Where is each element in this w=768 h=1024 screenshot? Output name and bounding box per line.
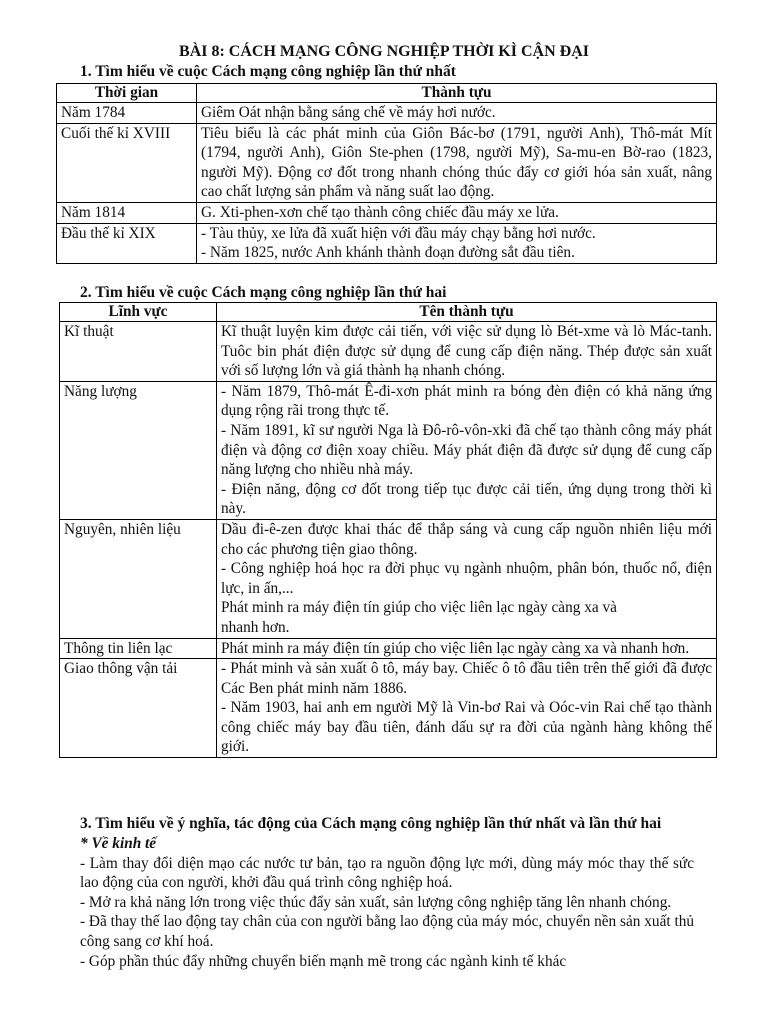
achievement-line: - Điện năng, động cơ đốt trong tiếp tục được cải tiến, ứng dụng trong thời kì này. xyxy=(221,480,712,518)
achievement-line: - Năm 1891, kĩ sư người Nga là Đô-rô-vôn-xki đã chế tạo thành công máy phát điện và động cơ điện xoay chiều. Máy phát điện đã được sử dụng để cung cấp năng lượng cho nhiều nhà máy. xyxy=(221,421,712,479)
achievement-line: - Tàu thủy, xe lửa đã xuất hiện với đầu máy chạy bằng hơi nước. xyxy=(201,224,596,242)
achievement-line: G. Xti-phen-xơn chế tạo thành công chiếc đầu máy xe lửa. xyxy=(201,203,559,221)
table-row xyxy=(57,223,717,263)
row-achievement xyxy=(217,519,717,638)
row-achievement xyxy=(197,223,717,263)
row-time: Đầu thế kỉ XIX xyxy=(57,223,197,263)
row-field: Kĩ thuật xyxy=(60,322,217,382)
table-row xyxy=(57,123,717,202)
first-revolution-table xyxy=(56,83,717,264)
section-2-heading: 2. Tìm hiểu về cuộc Cách mạng công nghiệp lần thứ hai xyxy=(80,284,447,301)
table-header-row xyxy=(60,303,717,322)
column-header-achievement: Thành tựu xyxy=(197,84,717,103)
paragraph: - Làm thay đổi diện mạo các nước tư bản, tạo ra nguồn động lực mới, dùng máy móc thay thế sức lao động của con người, khởi đầu quá trình công nghiệp hoá. xyxy=(80,854,694,892)
row-achievement xyxy=(197,123,717,202)
row-achievement xyxy=(217,638,717,659)
achievement-line: - Năm 1879, Thô-mát Ê-đi-xơn phát minh ra bóng đèn điện có khả năng ứng dụng rộng rãi trong thực tế. xyxy=(221,382,712,420)
column-header-achievement-name: Tên thành tựu xyxy=(217,303,717,322)
table-header-row xyxy=(57,84,717,103)
achievement-line: Giêm Oát nhận bằng sáng chế về máy hơi nước. xyxy=(201,104,496,121)
section-3-heading: 3. Tìm hiểu về ý nghĩa, tác động của Cách mạng công nghiệp lần thứ nhất và lần thứ hai xyxy=(80,815,662,832)
economy-subheading: * Về kinh tế xyxy=(80,835,157,852)
table-row xyxy=(60,381,717,519)
row-field: Giao thông vận tải xyxy=(60,659,217,758)
achievement-line: - Phát minh và sản xuất ô tô, máy bay. Chiếc ô tô đầu tiên trên thế giới đã được Các Ben phát minh năm 1886. xyxy=(221,660,712,697)
column-header-time: Thời gian xyxy=(57,84,197,103)
achievement-line: - Năm 1903, hai anh em người Mỹ là Vin-bơ Rai và Oóc-vin Rai chế tạo thành công chiếc máy bay đầu tiên, đánh dấu sự ra đời của ngành hàng không thế giới. xyxy=(221,699,712,756)
row-time: Cuối thế kỉ XVIII xyxy=(57,123,197,202)
row-achievement xyxy=(217,322,717,382)
achievement-line: Kĩ thuật luyện kim được cải tiến, với việc sử dụng lò Bét-xme và lò Mác-tanh. Tuôc bin phát điện được sử dụng để cung cấp điện năng. Thép được sản xuất với số lượng lớn và giá thành hạ nhanh chóng. xyxy=(221,323,712,380)
table-row xyxy=(57,202,717,223)
row-time: Năm 1784 xyxy=(57,103,197,124)
row-achievement xyxy=(217,659,717,758)
achievement-line: - Năm 1825, nước Anh khánh thành đoạn đường sắt đầu tiên. xyxy=(201,244,575,262)
section-3 xyxy=(80,814,694,971)
row-field: Thông tin liên lạc xyxy=(60,638,217,659)
paragraph: - Mở ra khả năng lớn trong việc thúc đẩy sản xuất, sản lượng công nghiệp tăng lên nhanh chóng. xyxy=(80,893,672,911)
paragraph: - Góp phần thúc đẩy những chuyển biến mạnh mẽ trong các ngành kinh tế khác xyxy=(80,952,567,970)
achievement-line: Dầu đi-ê-zen được khai thác để thắp sáng và cung cấp nguồn nhiên liệu mới cho các phương tiện giao thông. xyxy=(221,520,712,558)
table-row xyxy=(60,322,717,382)
achievement-line: - Công nghiệp hoá học ra đời phục vụ ngành nhuộm, phân bón, thuốc nổ, điện lực, in ấn,... xyxy=(221,560,712,597)
column-header-field: Lĩnh vực xyxy=(60,303,217,322)
paragraph: - Đã thay thế lao động tay chân của con người bằng lao động của máy móc, chuyển nền sản xuất thủ công sang cơ khí hoá. xyxy=(80,913,694,950)
achievement-line: Tiêu biểu là các phát minh của Giôn Bác-bơ (1791, người Anh), Thô-mát Mít (1794, người Anh), Giôn Ste-phen (1798, người Mỹ), Sa-mu-en Bờ-rao (1823, người Mỹ). Động cơ đốt trong nhanh chóng thúc đẩy cơ giới hóa sản xuất, nâng cao chất lượng sản phẩm và năng suất lao động. xyxy=(201,124,712,201)
row-achievement xyxy=(197,103,717,124)
achievement-line: Phát minh ra máy điện tín giúp cho việc liên lạc ngày càng xa và nhanh hơn. xyxy=(221,599,617,636)
lesson-title: BÀI 8: CÁCH MẠNG CÔNG NGHIỆP THỜI KÌ CẬN ĐẠI xyxy=(179,43,589,60)
table-row xyxy=(60,659,717,758)
row-field: Năng lượng xyxy=(60,381,217,519)
table-row xyxy=(57,103,717,124)
row-time: Năm 1814 xyxy=(57,202,197,223)
row-field: Nguyên, nhiên liệu xyxy=(60,519,217,638)
row-achievement xyxy=(197,202,717,223)
section-1-heading: 1. Tìm hiểu về cuộc Cách mạng công nghiệp lần thứ nhất xyxy=(80,63,456,80)
achievement-line: Phát minh ra máy điện tín giúp cho việc liên lạc ngày càng xa và nhanh hơn. xyxy=(221,639,690,657)
table-row xyxy=(60,638,717,659)
table-row xyxy=(60,519,717,638)
row-achievement xyxy=(217,381,717,519)
second-revolution-table xyxy=(59,302,717,758)
